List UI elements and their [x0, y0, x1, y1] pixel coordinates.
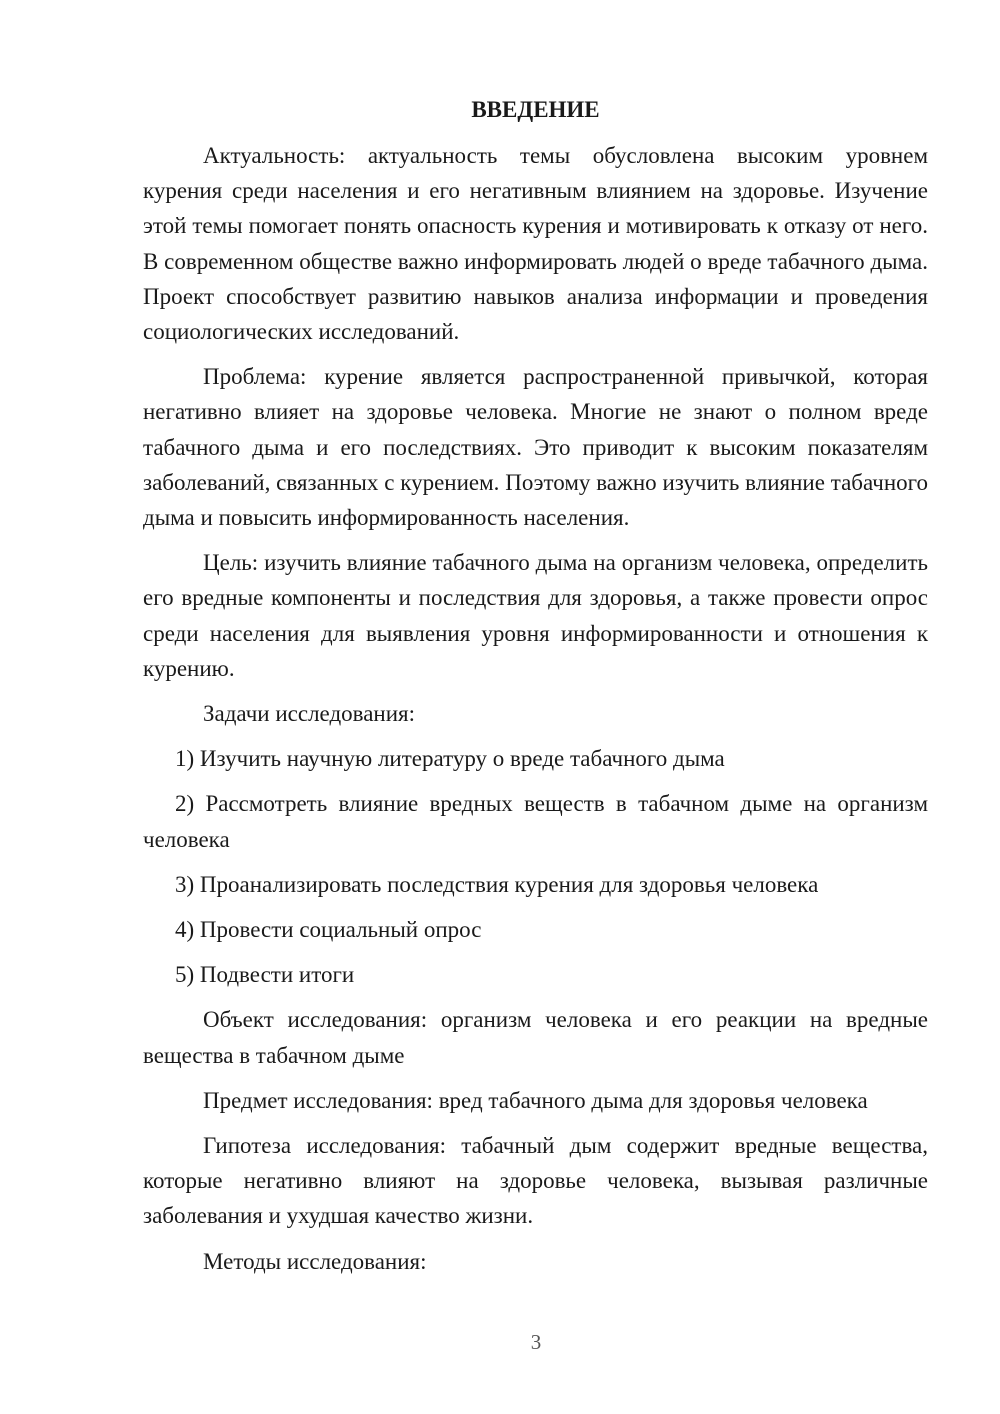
section-title: ВВЕДЕНИЕ	[471, 97, 600, 122]
goal-paragraph: Цель: изучить влияние табачного дыма на организм человека, определить его вредные компоненты и последствия для здоровья, а также провести опрос среди населения для выявления уровня информированности и отношения к курению.	[143, 550, 928, 681]
task-item: 3) Проанализировать последствия курения для здоровья человека	[175, 871, 819, 897]
methods-heading: Методы исследования:	[203, 1248, 427, 1274]
relevance-paragraph: Актуальность: актуальность темы обусловлена высоким уровнем курения среди населения и его негативным влиянием на здоровье. Изучение этой темы помогает понять опасность курения и мотивировать к отказу от него. В современном обществе важно информировать людей о вреде табачного дыма. Проект способствует развитию навыков анализа информации и проведения социологических исследований.	[143, 143, 928, 345]
problem-paragraph: Проблема: курение является распространенной привычкой, которая негативно влияет на здоровье человека. Многие не знают о полном вреде табачного дыма и его последствиях. Это приводит к высоким показателям заболеваний, связанных с курением. Поэтому важно изучить влияние табачного дыма и повысить информированность населения.	[143, 364, 928, 531]
page-number: 3	[530, 1330, 542, 1354]
hypothesis-paragraph: Гипотеза исследования: табачный дым содержит вредные вещества, которые негативно влияют на здоровье человека, вызывая различные заболевания и ухудшая качество жизни.	[143, 1133, 928, 1229]
tasks-heading: Задачи исследования:	[203, 701, 416, 727]
task-item: 2) Рассмотреть влияние вредных веществ в табачном дыме на организм человека	[143, 791, 928, 852]
task-item: 4) Провести социальный опрос	[175, 917, 482, 943]
object-paragraph: Объект исследования: организм человека и его реакции на вредные вещества в табачном дыме	[143, 1007, 928, 1068]
task-item: 5) Подвести итоги	[175, 962, 355, 988]
task-item: 1) Изучить научную литературу о вреде табачного дыма	[175, 746, 725, 772]
document-page	[143, 90, 928, 1289]
subject-paragraph: Предмет исследования: вред табачного дыма для здоровья человека	[203, 1087, 868, 1113]
